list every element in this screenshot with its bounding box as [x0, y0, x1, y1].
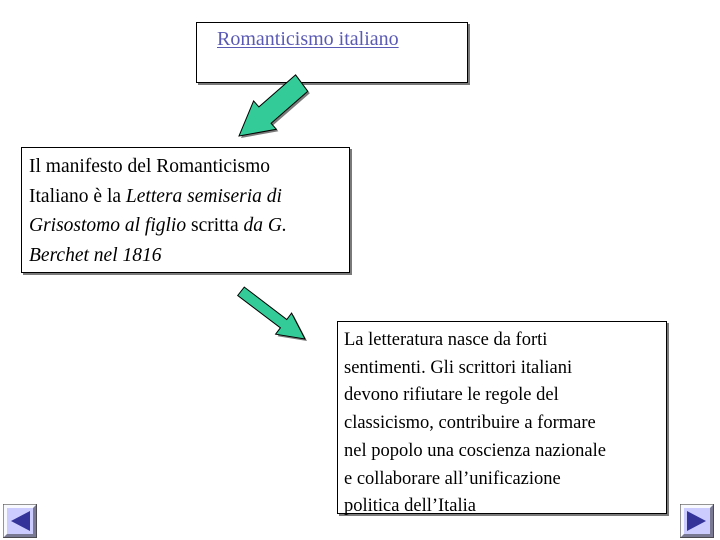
letter-title-part-2: Grisostomo al figlio [29, 215, 187, 236]
next-slide-button[interactable] [680, 504, 714, 538]
letter-title-part-1: Lettera semiseria di [125, 185, 282, 207]
content-line: nel popolo una coscienza nazionale [344, 440, 606, 461]
manifest-box [21, 147, 350, 273]
manifest-line-1: Il manifesto del Romanticismo [29, 156, 270, 177]
content-box [337, 321, 667, 517]
content-line: classicismo, contribuire a formare [344, 413, 596, 434]
manifest-line-4: Berchet nel 1816 [29, 244, 162, 266]
title-box [196, 22, 468, 83]
arrow-down-right-icon [228, 282, 338, 352]
manifest-line-2: Italiano è la Lettera semiseria di [29, 185, 282, 207]
content-line: e collaborare all’unificazione [344, 468, 561, 489]
manifest-line-3: Grisostomo al figlio scritta da G. [29, 215, 287, 236]
content-line: sentimenti. Gli scrittori italiani [344, 357, 573, 378]
arrow-down-left-icon [230, 80, 330, 150]
content-line: devono rifiutare le regole del [344, 385, 559, 406]
title-link[interactable]: Romanticismo italiano [217, 28, 399, 50]
content-line: La letteratura nasce da forti [344, 330, 548, 350]
previous-slide-button[interactable] [3, 504, 37, 538]
content-line: politica dell’Italia [344, 496, 477, 517]
